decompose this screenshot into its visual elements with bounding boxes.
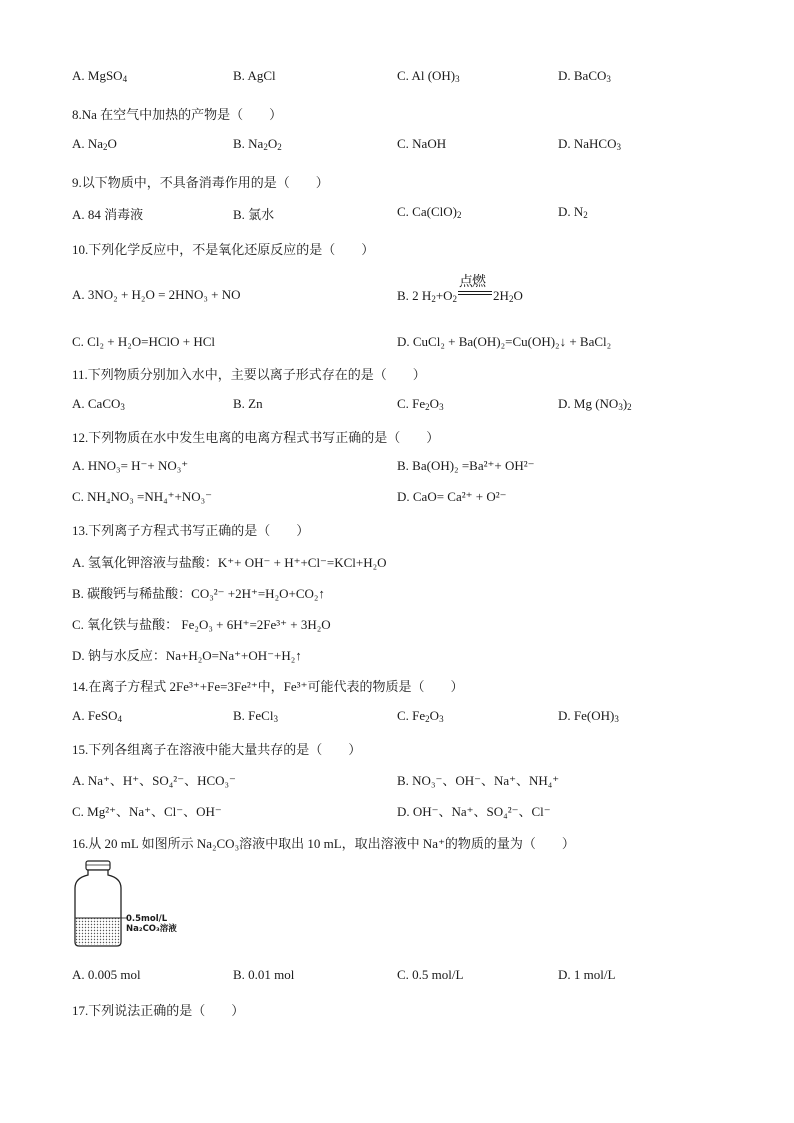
- q16-option-c: C. 0.5 mol/L: [397, 967, 464, 982]
- q9-option-c: C. $Ca(ClO)_2$: [397, 204, 462, 220]
- q15-option-c: C. Mg²⁺、Na⁺、Cl⁻、OH⁻: [72, 804, 222, 819]
- q7-option-c: C. Al $(OH)_3$: [397, 68, 460, 84]
- q15-option-a: A. Na⁺、H⁺、SO₄²⁻、HCO₃⁻: [72, 773, 236, 788]
- bottle-label-concentration: 0.5mol/L: [126, 914, 168, 924]
- q10-option-a: A. 3NO₂ + H₂O = 2HNO₃ + NO: [72, 287, 241, 302]
- q11-option-d: D. Mg $(NO_3)_2$: [558, 396, 632, 412]
- q8-option-a: A. $Na_2O$: [72, 136, 117, 152]
- q9-option-a: A. 84 消毒液: [72, 207, 144, 222]
- reagent-bottle-figure: [72, 860, 202, 954]
- q16-stem: 16.从 20 mL 如图所示 Na₂CO₃溶液中取出 10 mL，取出溶液中 Na⁺的物质的量为（ ）: [72, 836, 575, 851]
- q12-stem: 12.下列物质在水中发生电离的电离方程式书写正确的是（ ）: [72, 430, 440, 445]
- q10-option-b: B. 2 $H_2+O_2$ 点燃 $2H_2O$: [397, 287, 523, 304]
- q14-stem: 14.在离子方程式 2Fe³⁺+Fe=3Fe²⁺中，Fe³⁺可能代表的物质是（ ）: [72, 679, 464, 694]
- bottle-label: [126, 914, 177, 934]
- q9-option-d: D. $N_2$: [558, 204, 588, 220]
- q16-option-a: A. 0.005 mol: [72, 967, 141, 982]
- q10-stem: 10.下列化学反应中，不是氧化还原反应的是（ ）: [72, 242, 375, 257]
- q14-option-a: A. FeSO$_4$: [72, 708, 123, 724]
- q10-option-d: D. CuCl₂ + Ba(OH)₂=Cu(OH)₂↓ + BaCl₂: [397, 334, 612, 349]
- q16-option-d: D. 1 mol/L: [558, 967, 616, 982]
- reaction-condition-arrow: [458, 274, 492, 301]
- q13-option-c: C. 氧化铁与盐酸： Fe₂O₃ + 6H⁺=2Fe³⁺ + 3H₂O: [72, 617, 331, 632]
- q14-option-c: C. $Fe_2O_3$: [397, 708, 444, 724]
- condition-ignite-label: 点燃: [459, 274, 486, 290]
- q7-option-a: A. MgSO$_4$: [72, 68, 128, 84]
- q8-option-d: D. NaHCO$_3$: [558, 136, 621, 152]
- q12-option-c: C. NH₄NO₃ =NH₄⁺+NO₃⁻: [72, 489, 213, 504]
- q14-option-d: D. $Fe(OH)_3$: [558, 708, 619, 724]
- q13-option-b: B. 碳酸钙与稀盐酸：CO₃²⁻ +2H⁺=H₂O+CO₂↑: [72, 586, 325, 601]
- q8-stem: 8.Na 在空气中加热的产物是（ ）: [72, 107, 283, 122]
- q7-option-b: B. AgCl: [233, 68, 276, 83]
- q9-stem: 9.以下物质中，不具备消毒作用的是（ ）: [72, 175, 329, 190]
- q13-option-d: D. 钠与水反应：Na+H₂O=Na⁺+OH⁻+H₂↑: [72, 648, 302, 663]
- q11-stem: 11.下列物质分别加入水中，主要以离子形式存在的是（ ）: [72, 367, 426, 382]
- q15-option-b: B. NO₃⁻、OH⁻、Na⁺、NH₄⁺: [397, 773, 560, 788]
- q16-option-b: B. 0.01 mol: [233, 967, 295, 982]
- q14-option-b: B. FeCl$_3$: [233, 708, 278, 724]
- q11-option-a: A. CaCO$_3$: [72, 396, 125, 412]
- q7-option-d: D. BaCO$_3$: [558, 68, 611, 84]
- q15-option-d: D. OH⁻、Na⁺、SO₄²⁻、Cl⁻: [397, 804, 551, 819]
- q12-option-a: A. HNO₃= H⁻+ NO₃⁺: [72, 458, 189, 473]
- q8-option-b: B. $Na_2O_2$: [233, 136, 282, 152]
- q8-option-c: C. NaOH: [397, 136, 447, 151]
- q12-option-b: B. Ba(OH)₂ =Ba²⁺+ OH²⁻: [397, 458, 535, 473]
- q13-option-a: A. 氢氧化钾溶液与盐酸：K⁺+ OH⁻ + H⁺+Cl⁻=KCl+H₂O: [72, 555, 387, 570]
- q9-option-b: B. 氯水: [233, 207, 275, 222]
- q10-option-c: C. Cl₂ + H₂O=HClO + HCl: [72, 334, 216, 349]
- reagent-bottle-icon: [72, 860, 202, 950]
- q15-stem: 15.下列各组离子在溶液中能大量共存的是（ ）: [72, 742, 362, 757]
- bottle-label-solution: Na₂CO₃溶液: [126, 924, 177, 934]
- q11-option-b: B. Zn: [233, 396, 263, 411]
- q12-option-d: D. CaO= Ca²⁺ + O²⁻: [397, 489, 507, 504]
- q13-stem: 13.下列离子方程式书写正确的是（ ）: [72, 523, 310, 538]
- q11-option-c: C. $Fe_2O_3$: [397, 396, 444, 412]
- q17-stem: 17.下列说法正确的是（ ）: [72, 1003, 245, 1018]
